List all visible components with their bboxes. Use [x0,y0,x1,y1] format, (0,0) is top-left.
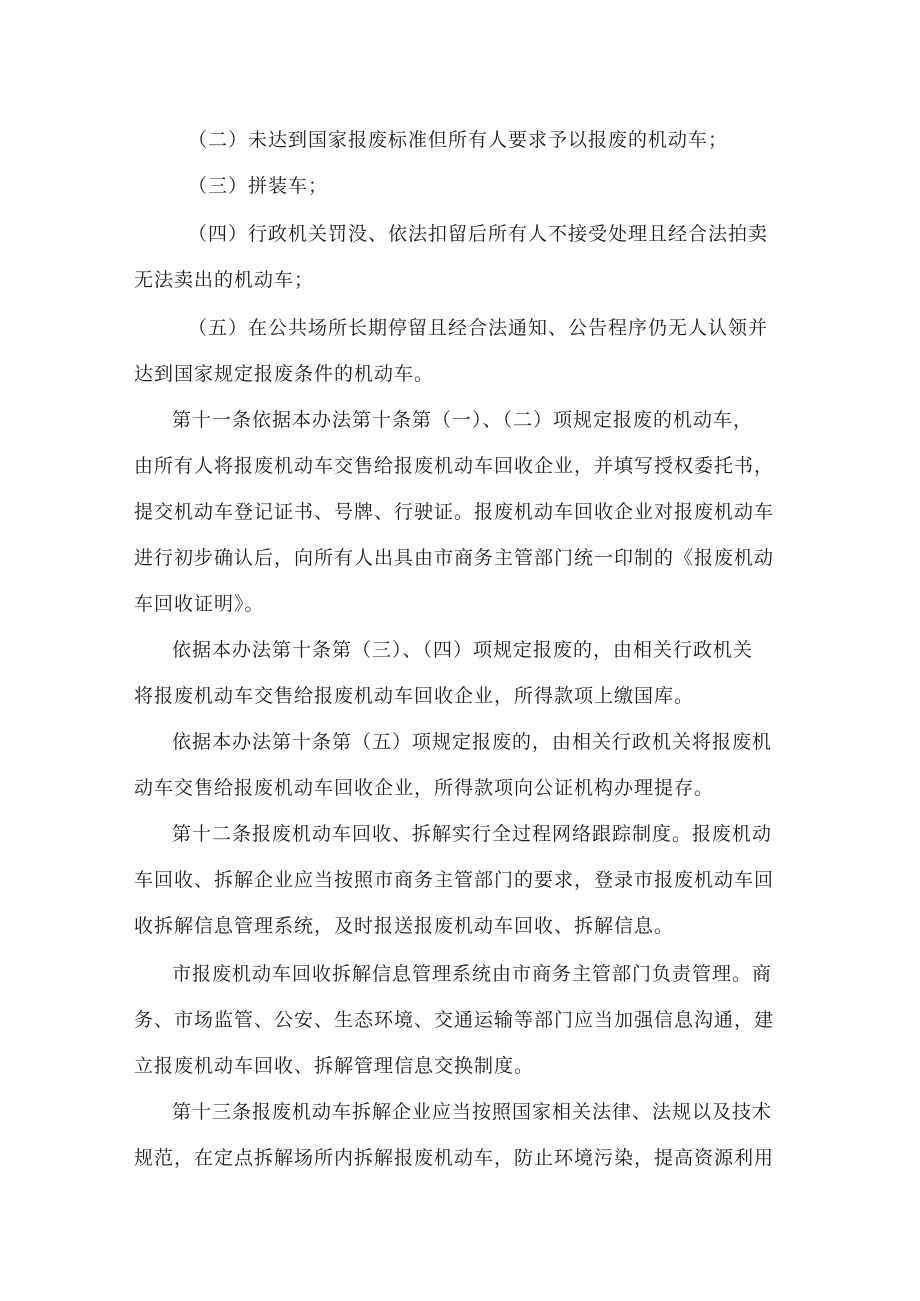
text-line: 第十一条依据本办法第十条第（一）、（二）项规定报废的机动车， [172,409,754,431]
text-line: 第十二条报废机动车回收、拆解实行全过程网络跟踪制度。报废机动 [172,823,773,845]
text-line: 将报废机动车交售给报废机动车回收企业，所得款项上缴国库。 [134,685,695,707]
text-line: 提交机动车登记证书、号牌、行驶证。报废机动车回收企业对报废机动车 [134,501,775,523]
text-line: 依据本办法第十条第（三）、（四）项规定报废的，由相关行政机关 [172,639,754,661]
text-line: 达到国家规定报废条件的机动车。 [134,363,435,385]
text-line: 车回收证明》。 [134,593,265,615]
text-line: （三）拼装车； [188,175,329,197]
text-line: 无法卖出的机动车； [134,269,315,291]
text-line: 车回收、拆解企业应当按照市商务主管部门的要求，登录市报废机动车回 [134,869,775,891]
text-line: （二）未达到国家报废标准但所有人要求予以报废的机动车； [188,129,729,151]
text-line: （四）行政机关罚没、依法扣留后所有人不接受处理且经合法拍卖 [188,223,769,245]
text-line: 立报废机动车回收、拆解管理信息交换制度。 [134,1055,535,1077]
text-line: 进行初步确认后，向所有人出具由市商务主管部门统一印制的《报废机动 [134,547,775,569]
text-line: 务、市场监管、公安、生态环境、交通运输等部门应当加强信息沟通，建 [134,1009,775,1031]
text-line: 第十三条报废机动车拆解企业应当按照国家相关法律、法规以及技术 [172,1101,773,1123]
text-line: 规范，在定点拆解场所内拆解报废机动车，防止环境污染，提高资源利用 [134,1147,775,1169]
text-line: 由所有人将报废机动车交售给报废机动车回收企业，并填写授权委托书， [134,455,775,477]
text-line: 依据本办法第十条第（五）项规定报废的，由相关行政机关将报废机 [172,731,773,753]
text-line: 市报废机动车回收拆解信息管理系统由市商务主管部门负责管理。商 [172,963,773,985]
text-line: 动车交售给报废机动车回收企业，所得款项向公证机构办理提存。 [134,777,715,799]
text-line: （五）在公共场所长期停留且经合法通知、公告程序仍无人认领并 [188,317,769,339]
text-line: 收拆解信息管理系统，及时报送报废机动车回收、拆解信息。 [134,915,675,937]
